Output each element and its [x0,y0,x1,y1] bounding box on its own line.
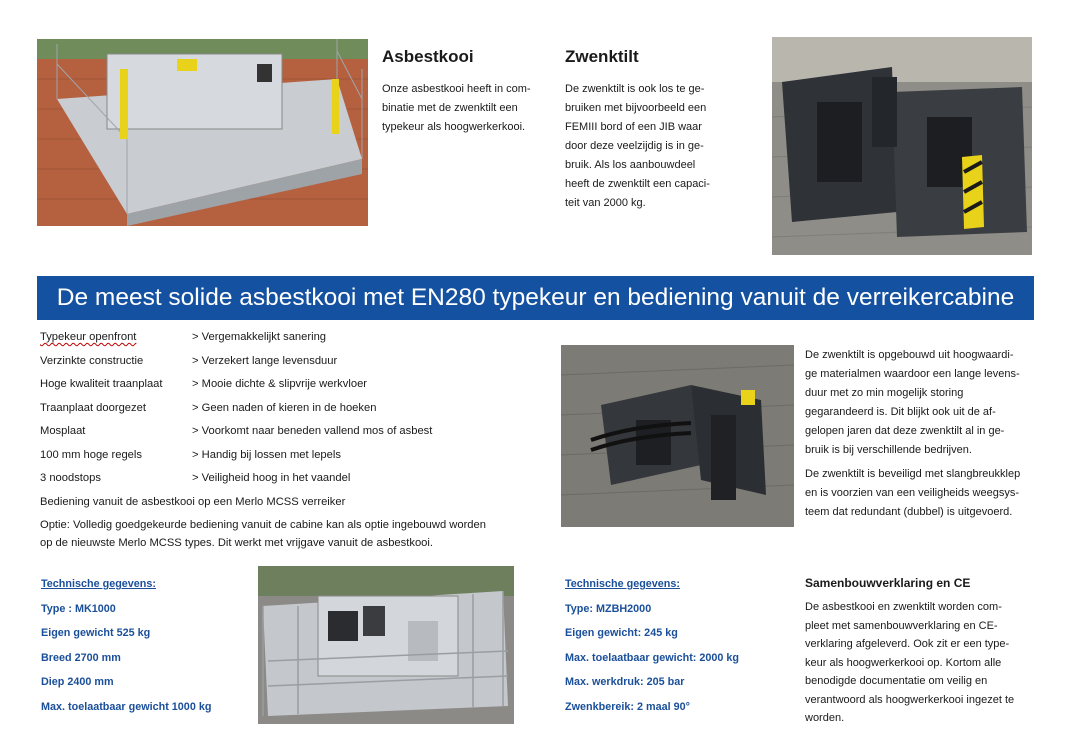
asbestkooi-description: Onze asbestkooi heeft in com- binatie met de zwenktilt een typekeur als hoogwerkerkooi. [382,83,531,133]
asbestkooi-heading: Asbestkooi [382,47,474,66]
feature-label: Traanplaat doorgezet [40,401,146,414]
specs-tilt [565,572,739,719]
specs-kooi-title: Technische gegevens: [41,578,157,590]
spec-row: Max. toelaatbaar gewicht 1000 kg [41,700,212,713]
feature-label: Verzinkte constructie [40,354,144,367]
zwenktilt-description: De zwenktilt is ook los te ge- bruiken met bijvoorbeeld een FEMIII bord of een JIB waar door deze veelzijdig is in ge- bruik. Als los aanbouwdeel heeft de zwenktilt een capaci- teit van 2000 kg. [565,83,710,209]
spec-row: Eigen gewicht 525 kg [41,627,151,639]
specs-kooi [41,572,211,719]
headline-banner: De meest solide asbestkooi met EN280 typekeur en bediening vanuit de verreikercabine [37,276,1034,320]
ce-description: De asbestkooi en zwenktilt worden com- pleet met samenbouwverklaring en CE- verklaring afgeleverd. Ook zit er een type- keur als hoogwerkerkooi op. Kortom alle benodigde documentatie om veilig en verantwoord als hoogwerkerkooi ingezet te worden. [805,601,1015,724]
feature-benefit: > Mooie dichte & slipvrije werkvloer [192,378,368,390]
feature-benefit: > Geen naden of kieren in de hoeken [192,401,377,414]
feature-label: 3 noodstops [40,472,101,484]
feature-label: Mosplaat [40,425,86,437]
feature-row [40,373,560,397]
feature-label: Typekeur openfront [40,331,137,343]
spec-row: Max. werkdruk: 205 bar [565,676,685,688]
feature-row [40,397,560,421]
feature-list [40,326,560,552]
optie-text: Optie: Volledig goedgekeurde bediening vanuit de cabine kan als optie ingebouwd worden op de nieuwste Merlo MCSS types. Dit werkt met vrijgave vanuit de asbestkooi. [40,519,486,549]
asbestkooi-photo-bottom [258,566,514,724]
asbestkooi-photo [37,39,368,226]
feature-row [40,326,560,350]
spec-row: Max. toelaatbaar gewicht: 2000 kg [565,651,740,664]
feature-row [40,444,560,468]
zwenktilt-photo-middle [561,345,794,527]
feature-row [40,467,560,491]
spec-row: Breed 2700 mm [41,651,121,664]
feature-benefit: > Handig bij lossen met lepels [192,448,341,461]
feature-benefit: > Voorkomt naar beneden vallend mos of asbest [192,425,433,437]
spec-row: Zwenkbereik: 2 maal 90° [565,700,690,713]
specs-tilt-title: Technische gegevens: [565,578,681,590]
feature-label: Hoge kwaliteit traanplaat [40,378,163,390]
feature-row [40,420,560,444]
spec-row: Type: MZBH2000 [565,602,652,615]
feature-row [40,350,560,374]
feature-benefit: > Veiligheid hoog in het vaandel [192,472,351,484]
zwenktilt-heading: Zwenktilt [565,47,639,66]
spec-row: Eigen gewicht: 245 kg [565,627,678,639]
feature-label: 100 mm hoge regels [40,448,142,461]
zwenktilt-info: De zwenktilt is opgebouwd uit hoogwaardi- ge materialmen waardoor een lange levens- duur met zo min mogelijk storing gegarandeerd is. Dit blijkt ook uit de af- gelopen jaren dat deze zwenktilt al in ge- bruik is bij verschillende bedrijven. De zwenktilt is beveiligd met slangbreukklep en is voorzien van een veiligheids weegsys- teem dat redundant (dubbel) is uitgevoerd. [805,349,1021,518]
feature-benefit: > Vergemakkelijkt sanering [192,331,327,343]
bediening-text: Bediening vanuit de asbestkooi op een Merlo MCSS verreiker [40,495,346,508]
zwenktilt-photo-top [772,37,1032,255]
spec-row: Diep 2400 mm [41,676,114,688]
spec-row: Type : MK1000 [41,602,116,615]
feature-benefit: > Verzekert lange levensduur [192,354,338,367]
ce-heading: Samenbouwverklaring en CE [805,576,971,590]
